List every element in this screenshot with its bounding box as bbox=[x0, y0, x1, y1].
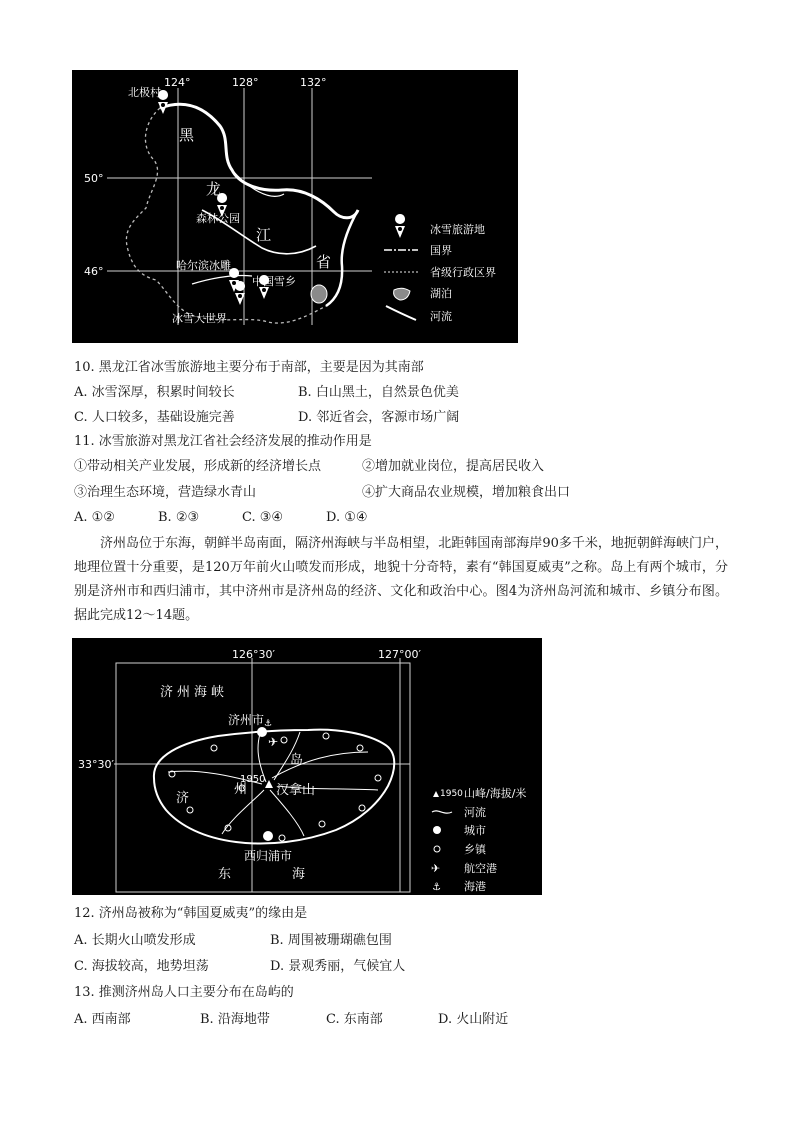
province-char-3: 江 bbox=[256, 226, 272, 244]
island-char-1: 济 bbox=[176, 791, 190, 806]
q10-option-c[interactable]: C. 人口较多，基础设施完善 bbox=[74, 410, 235, 425]
national-border-north bbox=[160, 104, 358, 218]
map1-legend bbox=[384, 214, 496, 323]
legend-airport-icon: ✈ bbox=[431, 862, 441, 875]
label-seogwipo: 西归浦市 bbox=[244, 849, 293, 863]
q13-stem: 13. 推测济州岛人口主要分布在岛屿的 bbox=[74, 985, 294, 1000]
legend-river-label: 河流 bbox=[464, 806, 486, 819]
label-snowtown: 中国雪乡 bbox=[252, 275, 296, 288]
legend-lake-label: 湖泊 bbox=[430, 287, 452, 300]
q12-option-a[interactable]: A. 长期火山喷发形成 bbox=[74, 933, 196, 948]
q13-option-b[interactable]: B. 沿海地带 bbox=[200, 1012, 270, 1027]
legend-river-icon bbox=[432, 811, 452, 813]
legend-seaport-icon: ⚓ bbox=[432, 882, 441, 893]
q12-option-c[interactable]: C. 海拔较高，地势坦荡 bbox=[74, 959, 209, 974]
q12-option-d[interactable]: D. 景观秀丽，气候宜人 bbox=[270, 959, 406, 974]
province-char-4: 省 bbox=[316, 253, 332, 271]
map1-lon-124: 124° bbox=[164, 76, 191, 89]
legend-provincial-border-label: 省级行政区界 bbox=[430, 266, 496, 279]
legend-city-label: 城市 bbox=[464, 824, 486, 837]
province-char-1: 黑 bbox=[179, 126, 195, 144]
heilongjiang-map bbox=[72, 70, 518, 343]
q11-option-b[interactable]: B. ②③ bbox=[158, 510, 200, 525]
legend-seaport-label: 海港 bbox=[464, 880, 486, 893]
city-seogwipo-dot bbox=[263, 831, 273, 841]
label-hallasan: 汉拿山 bbox=[276, 783, 316, 798]
q13-option-c[interactable]: C. 东南部 bbox=[326, 1012, 383, 1027]
label-harbin: 哈尔滨冰雕 bbox=[176, 259, 231, 272]
legend-river-icon bbox=[386, 306, 416, 320]
legend-national-border-label: 国界 bbox=[430, 244, 452, 257]
legend-peak-icon bbox=[433, 791, 439, 797]
map1-lon-132: 132° bbox=[300, 76, 327, 89]
q11-statement-1: ①带动相关产业发展，形成新的经济增长点 bbox=[74, 459, 322, 474]
q10-option-a[interactable]: A. 冰雪深厚，积累时间较长 bbox=[74, 385, 235, 400]
label-beiji: 北极村 bbox=[128, 86, 161, 99]
airport-icon: ✈ bbox=[268, 735, 279, 749]
q11-option-d[interactable]: D. ①④ bbox=[326, 510, 368, 525]
map2-legend bbox=[431, 786, 526, 893]
peak-elevation: 1950 bbox=[240, 774, 266, 785]
legend-city-icon bbox=[433, 826, 441, 834]
river-north bbox=[232, 170, 284, 196]
q13-option-a[interactable]: A. 西南部 bbox=[74, 1012, 131, 1027]
q12-option-b[interactable]: B. 周围被珊瑚礁包围 bbox=[270, 933, 392, 948]
map2-lon-1: 126°30′ bbox=[232, 648, 275, 661]
label-forest: 森林公园 bbox=[196, 212, 240, 225]
map1-lat-46: 46° bbox=[84, 265, 104, 278]
sea-char-1: 东 bbox=[218, 867, 232, 882]
island-char-2: 州 bbox=[234, 782, 248, 797]
legend-river-label: 河流 bbox=[430, 310, 452, 323]
map2-lat: 33°30′ bbox=[78, 758, 114, 771]
label-strait: 济州海峡 bbox=[160, 685, 229, 700]
island-char-3: 岛 bbox=[290, 753, 304, 768]
q10-option-d[interactable]: D. 邻近省会，客源市场广阔 bbox=[298, 410, 460, 425]
jeju-towns bbox=[169, 733, 381, 841]
legend-tourism-label: 冰雪旅游地 bbox=[430, 223, 485, 236]
map1-lat-50: 50° bbox=[84, 172, 104, 185]
map2-lon-2: 127°00′ bbox=[378, 648, 421, 661]
legend-tourism-icon bbox=[395, 214, 405, 238]
legend-peak-label: 山峰/海拔/米 bbox=[464, 787, 527, 800]
q10-option-b[interactable]: B. 白山黑土，自然景色优美 bbox=[298, 385, 459, 400]
jeju-map-svg bbox=[72, 638, 542, 895]
province-char-2: 龙 bbox=[206, 180, 222, 198]
q12-stem: 12. 济州岛被称为“韩国夏威夷”的缘由是 bbox=[74, 906, 308, 921]
legend-town-label: 乡镇 bbox=[464, 843, 486, 856]
jeju-map bbox=[72, 638, 542, 895]
q13-option-d[interactable]: D. 火山附近 bbox=[438, 1012, 509, 1027]
seaport-icon: ⚓ bbox=[264, 719, 273, 729]
q11-statement-2: ②增加就业岗位，提高居民收入 bbox=[362, 459, 545, 474]
q11-stem: 11. 冰雪旅游对黑龙江省社会经济发展的推动作用是 bbox=[74, 434, 372, 449]
q11-statement-4: ④扩大商品农业规模，增加粮食出口 bbox=[362, 485, 571, 500]
jeju-passage: 济州岛位于东海，朝鲜半岛南面，隔济州海峡与半岛相望，北距韩国南部海岸90多千米，地扼朝鲜海峡门户，地理位置十分重要，是120万年前火山喷发而形成，地貌十分奇特，素有“韩国夏威夷”之称。岛上有两个城市，分别是济州市和西归浦市，其中济州市是济州岛的经济、文化和政治中心。图4为济州岛河流和城市、乡镇分布图。据此完成12～14题。 bbox=[74, 536, 728, 623]
map1-lon-128: 128° bbox=[232, 76, 259, 89]
label-iceworld: 冰雪大世界 bbox=[172, 312, 227, 325]
legend-lake-icon bbox=[394, 288, 410, 300]
lake-xingkai bbox=[311, 285, 327, 303]
q11-statement-3: ③治理生态环境，营造绿水青山 bbox=[74, 485, 257, 500]
heilongjiang-map-svg bbox=[72, 70, 518, 343]
q11-option-a[interactable]: A. ①② bbox=[74, 510, 115, 525]
q11-option-c[interactable]: C. ③④ bbox=[242, 510, 284, 525]
legend-town-icon bbox=[434, 846, 440, 852]
label-jeju-city: 济州市 bbox=[228, 713, 265, 727]
sea-char-2: 海 bbox=[292, 867, 306, 882]
q10-stem: 10. 黑龙江省冰雪旅游地主要分布于南部，主要是因为其南部 bbox=[74, 360, 424, 375]
legend-peak-value: 1950 bbox=[440, 789, 463, 799]
legend-airport-label: 航空港 bbox=[464, 862, 497, 875]
